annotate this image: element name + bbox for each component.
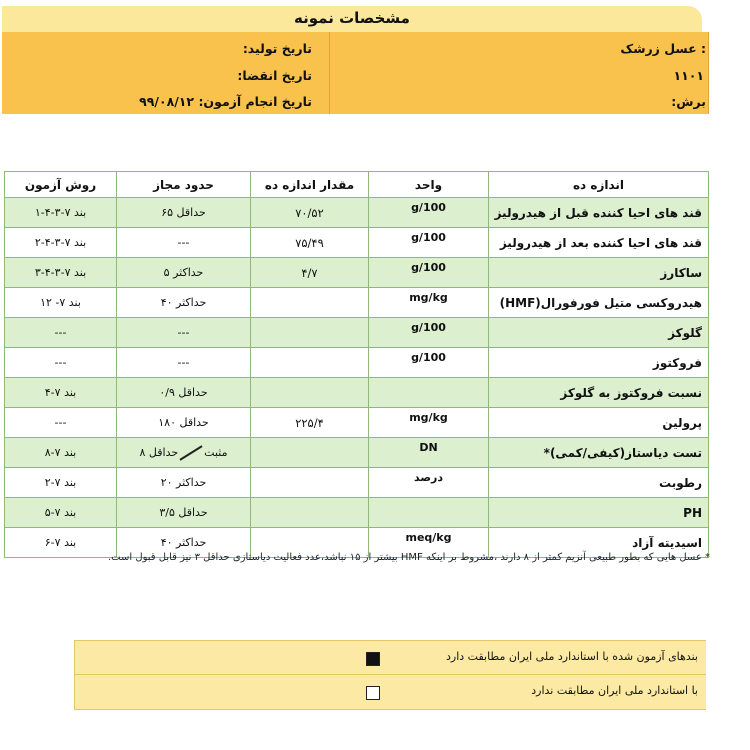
- table-header-row: [5, 172, 709, 198]
- cell-param: PH: [489, 498, 709, 528]
- cell-param: تست دیاستاز(کیفی/کمی)*: [489, 438, 709, 468]
- table-row: [5, 468, 709, 498]
- cell-value: [251, 348, 369, 378]
- sample-code: ۱۱۰۱: [673, 68, 704, 83]
- cell-limit: ---: [117, 348, 251, 378]
- cell-unit: [369, 498, 489, 528]
- cell-value: [251, 468, 369, 498]
- header-value: مقدار اندازه ده: [251, 172, 369, 198]
- cell-param: اسیدیته آزاد: [489, 528, 709, 558]
- cell-param: پرولین: [489, 408, 709, 438]
- table-row: [5, 378, 709, 408]
- cell-method: ---: [5, 348, 117, 378]
- cell-limit: حداکثر ۴۰: [117, 528, 251, 558]
- header-param: اندازه ده: [489, 172, 709, 198]
- header-method: روش آزمون: [5, 172, 117, 198]
- page-title: مشخصات نمونه: [294, 9, 410, 27]
- sample-name: : عسل زرشک: [620, 41, 706, 56]
- cell-limit: ---: [117, 228, 251, 258]
- cell-unit: [369, 378, 489, 408]
- cell-param: هیدروکسی متیل فورفورال(HMF): [489, 288, 709, 318]
- table-row: [5, 438, 709, 468]
- not-conforms-label: با استاندارد ملی ایران مطابقت ندارد: [531, 684, 698, 697]
- results-table: [4, 171, 709, 558]
- conforms-label: بندهای آزمون شده با استاندارد ملی ایران مطابقت دارد: [445, 650, 698, 663]
- table-row: [5, 228, 709, 258]
- sample-info-box: [2, 32, 709, 114]
- title-bar: [2, 6, 702, 32]
- limit-pre: مثبت: [204, 445, 228, 459]
- cell-method: بند ۷-۶: [5, 528, 117, 558]
- cell-param: ساکارز: [489, 258, 709, 288]
- cell-value: ۷۰/۵۲: [251, 198, 369, 228]
- table-row: [5, 348, 709, 378]
- cell-limit: حداکثر ۵: [117, 258, 251, 288]
- cell-method: ---: [5, 408, 117, 438]
- cell-param: گلوکز: [489, 318, 709, 348]
- header-limit: حدود مجاز: [117, 172, 251, 198]
- not-conforms-row: [74, 674, 706, 710]
- cell-value: [251, 318, 369, 348]
- cell-method: بند ۷-۳-۴-۱: [5, 198, 117, 228]
- cell-limit: حداقل ۶۵: [117, 198, 251, 228]
- table-row: [5, 288, 709, 318]
- cell-limit: حداقل ۰/۹: [117, 378, 251, 408]
- cell-value: [251, 438, 369, 468]
- cell-limit: حداکثر ۲۰: [117, 468, 251, 498]
- table-row: [5, 408, 709, 438]
- cell-method: ---: [5, 318, 117, 348]
- conforms-checkbox[interactable]: [366, 652, 380, 666]
- not-conforms-checkbox[interactable]: [366, 686, 380, 700]
- table-row: [5, 258, 709, 288]
- cell-value: ۷۵/۴۹: [251, 228, 369, 258]
- expiry-date-label: تاریخ انقضا:: [237, 68, 312, 83]
- cell-method: بند ۷- ۱۲: [5, 288, 117, 318]
- cell-method: بند ۷-۸: [5, 438, 117, 468]
- table-row: [5, 198, 709, 228]
- slash-mark: [180, 446, 202, 460]
- table-row: [5, 318, 709, 348]
- table-row: [5, 498, 709, 528]
- footnote: * عسل هایی که بطور طبیعی آنزیم کمتر از ۸ دارند ،مشروط بر اینکه HMF بیشتر از ۱۵ نباشد،عدد فعالیت دیاستازی حداقل ۳ نیز قابل قبول است.: [108, 552, 710, 563]
- cell-unit: درصد: [369, 468, 489, 498]
- cell-value: [251, 378, 369, 408]
- cell-param: رطوبت: [489, 468, 709, 498]
- cell-unit: DN: [369, 438, 489, 468]
- conforms-row: [74, 640, 706, 676]
- cell-limit: [117, 438, 251, 468]
- cell-unit: mg/kg: [369, 408, 489, 438]
- cell-unit: g/100: [369, 228, 489, 258]
- cell-method: بند ۷-۵: [5, 498, 117, 528]
- brand-label: برش:: [671, 94, 706, 109]
- test-date-value: ۹۹/۰۸/۱۲: [139, 94, 195, 109]
- cell-unit: g/100: [369, 258, 489, 288]
- limit-post: حداقل ۸: [139, 445, 179, 459]
- cell-method: بند ۷-۳-۴-۳: [5, 258, 117, 288]
- cell-limit: حداقل ۱۸۰: [117, 408, 251, 438]
- cell-unit: g/100: [369, 198, 489, 228]
- conf-divider: [74, 641, 75, 675]
- cell-param: نسبت فروکتوز به گلوکز: [489, 378, 709, 408]
- cell-method: بند ۷-۴: [5, 378, 117, 408]
- header-unit: واحد: [369, 172, 489, 198]
- cell-param: قند های احیا کننده بعد از هیدرولیز: [489, 228, 709, 258]
- cell-unit: mg/kg: [369, 288, 489, 318]
- cell-value: [251, 498, 369, 528]
- test-date-label: تاریخ انجام آزمون:: [198, 94, 312, 109]
- info-divider: [329, 32, 330, 114]
- cell-method: بند ۷-۲: [5, 468, 117, 498]
- cell-value: ۲۲۵/۴: [251, 408, 369, 438]
- production-date-label: تاریخ تولید:: [242, 41, 312, 56]
- cell-limit: ---: [117, 318, 251, 348]
- cell-unit: meq/kg: [369, 528, 489, 558]
- cell-method: بند ۷-۳-۴-۲: [5, 228, 117, 258]
- cell-value: [251, 288, 369, 318]
- test-date: [139, 94, 312, 109]
- conf-divider: [74, 675, 75, 709]
- cell-limit: حداکثر ۴۰: [117, 288, 251, 318]
- cell-param: قند های احیا کننده قبل از هیدرولیز: [489, 198, 709, 228]
- cell-unit: g/100: [369, 318, 489, 348]
- cell-value: ۴/۷: [251, 258, 369, 288]
- cell-unit: g/100: [369, 348, 489, 378]
- cell-limit: حداقل ۳/۵: [117, 498, 251, 528]
- cell-param: فروکتوز: [489, 348, 709, 378]
